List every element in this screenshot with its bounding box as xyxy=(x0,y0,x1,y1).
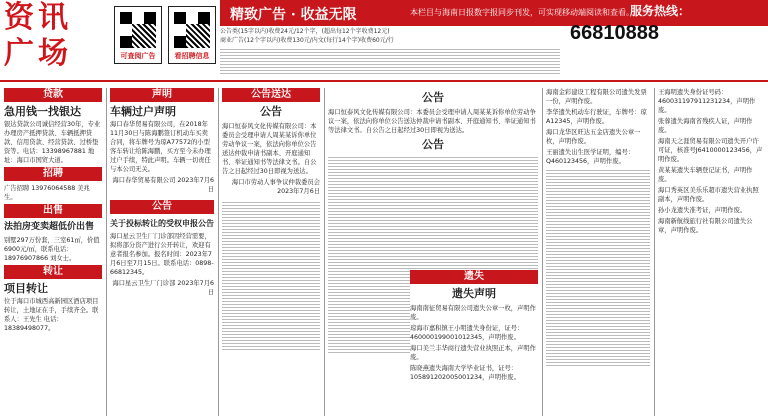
hotline-number: 66810888 xyxy=(570,22,659,44)
text-block xyxy=(546,168,650,368)
recruit-body: 广告招聘 13976064588 美兆生。 xyxy=(4,185,90,201)
loan-body: 银达贷款公司诚信经营30年，专业办理房产抵押贷款、车辆抵押贷款、信用贷款、经营贷款、过桥垫资等。电话：13398967881 地址：海口市国贸大道。 xyxy=(4,121,101,164)
column-divider xyxy=(542,88,543,416)
notice-a-body: 海口恒泰风文化传媒有限公司：本委员会受理申请人周某某诉你单位劳动争议一案，依法向你单位公告送达仲裁申请书副本、开庭通知书、举证通知书等法律文书。自公告之日起经过30日即视为送达。 xyxy=(328,109,536,134)
right-item: 张蓉遗失海南省残疾人证，声明作废。 xyxy=(658,118,753,134)
notice-a-headline: 公告 xyxy=(422,138,444,151)
price-line-1: 公告类(15字以内)收费24元/12个字，(超出每12个字收费12元) xyxy=(220,28,390,35)
column-divider xyxy=(654,88,655,416)
statement-headline: 车辆过户声明 xyxy=(110,105,176,118)
statement-body: 海口春华贸易有限公司，在2018年11月30日与陈海鹏签订机动车买卖合同，将车牌号为琼A77572的小型客车转让给陈海鹏，买方至今未办理过户手续，特此声明。车辆一切责任与本公司无关。 xyxy=(110,121,211,173)
header-note: 本栏目与海南日报数字报同步刊发，可实现移动端阅读和查看。 xyxy=(410,8,634,17)
column-notice-a xyxy=(222,88,320,416)
right-item: 海南新航线旅行社有限公司遗失公章，声明作废。 xyxy=(658,218,753,234)
text-block xyxy=(222,200,320,350)
section-title-sale: 出售 xyxy=(4,204,102,218)
notice-b-headline: 关于投标转让的受权申报公告 xyxy=(110,219,214,228)
transfer-body: 位于海口市城西高新园区酒店项目转让，土地证在手，手续齐全。联系人：王先生 电话：18389498077。 xyxy=(4,298,99,332)
brand-char-3: 广 xyxy=(4,36,34,71)
slogan: 精致广告 · 收益无限 xyxy=(230,7,357,23)
qr-code-icon xyxy=(174,12,210,48)
qr-code-jobs[interactable] xyxy=(168,6,216,64)
lost-item: 王丽遗失出生医学证明，编号：Q460123456，声明作废。 xyxy=(546,149,635,165)
loan-headline: 急用钱一找银达 xyxy=(4,105,81,118)
lost-item: 海南金彩建设工程有限公司遗失发票一份，声明作废。 xyxy=(546,89,647,105)
column-divider xyxy=(218,88,219,416)
section-title-recruit: 招聘 xyxy=(4,167,102,181)
price-table xyxy=(220,47,560,75)
qr-caption: 可查阅广告 xyxy=(120,52,156,60)
notice-a-headline: 公告 xyxy=(422,91,444,104)
price-bar xyxy=(220,27,768,75)
qr-caption: 看招聘信息 xyxy=(174,52,210,60)
notice-a-sign: 海口市劳动人事争议仲裁委员会 2023年7月6日 xyxy=(231,179,320,195)
column-classified xyxy=(4,88,102,416)
right-item: 孙小龙遗失准考证，声明作废。 xyxy=(658,207,747,214)
qr-code-ads[interactable] xyxy=(114,6,162,64)
right-item: 黄某某遗失车辆登记证书，声明作废。 xyxy=(658,167,753,183)
statement-sign: 海口春华贸易有限公司 2023年7月6日 xyxy=(112,177,214,193)
column-lost-list xyxy=(546,88,650,416)
notice-b-body: 海口星云卫生厂门诊部因经营需要，拟将部分资产进行公开转让，欢迎有意者报名参加。报名时间：2023年7月6日至7月15日。联系电话：0898-66812345。 xyxy=(110,233,214,276)
transfer-headline: 项目转让 xyxy=(4,282,48,295)
section-title-notice-b: 公告 xyxy=(110,200,214,214)
right-item: 海口秀英区美乐乐超市遗失营业执照副本，声明作废。 xyxy=(658,187,759,203)
hotline-label: 服务热线： xyxy=(630,4,691,18)
column-divider xyxy=(324,88,325,416)
qr-area xyxy=(112,2,218,74)
sale-body: 别墅297万份套，三室61㎡，价值6900元/㎡，联系电话：18976907866 刘女士。 xyxy=(4,237,100,262)
notice-b-sign: 海口星云卫生厂门诊部 2023年7月6日 xyxy=(112,280,214,296)
section-title-lost: 遗失 xyxy=(410,270,538,284)
lost-item: 琼海市嘉积镇王小明遗失身份证，证号：460000199001012345，声明作废。 xyxy=(410,325,524,341)
section-title-statement: 声明 xyxy=(110,88,214,102)
notice-a-headline: 公告 xyxy=(260,105,282,118)
lost-item: 陈晓燕遗失海南大学毕业证书，证号：105891202005001234，声明作废。 xyxy=(410,365,520,381)
lost-item: 李华遗失机动车行驶证，车牌号：琼A12345，声明作废。 xyxy=(546,109,647,125)
column-statement xyxy=(110,88,214,416)
price-line-2: 商业广告(12个字以内)收费130元/内文(每行14个字)收费60元/行 xyxy=(220,37,394,44)
section-title-loan: 贷款 xyxy=(4,88,102,102)
lost-item: 海口美兰丰华商行遗失营业执照正本，声明作废。 xyxy=(410,345,536,361)
qr-code-icon xyxy=(120,12,156,48)
brand-char-2: 讯 xyxy=(38,0,68,35)
brand-logo xyxy=(0,0,110,76)
lost-item: 海南南征贸易有限公司遗失公章一枚，声明作废。 xyxy=(410,305,536,321)
column-divider xyxy=(106,88,107,416)
column-right xyxy=(658,88,764,416)
column-lost xyxy=(410,270,538,416)
notice-a-body: 海口恒泰风文化传媒有限公司：本委员会受理申请人周某某诉你单位劳动争议一案，依法向你单位公告送达仲裁申请书副本、开庭通知书、举证通知书等法律文书。自公告之日起经过30日即视为送达。 xyxy=(222,123,317,175)
lost-item: 海口龙华区旺达五金店遗失公章一枚，声明作废。 xyxy=(546,129,641,145)
lost-headline: 遗失声明 xyxy=(452,287,496,300)
header-bar xyxy=(220,0,768,26)
right-item: 海南天之涯贸易有限公司遗失开户许可证，核准号J6410000123456，声明作废。 xyxy=(658,138,763,163)
brand-char-4: 场 xyxy=(38,36,68,71)
right-item: 王海明遗失身份证号码：460031197911231234，声明作废。 xyxy=(658,89,756,114)
brand-char-1: 资 xyxy=(4,0,34,35)
section-title-notice-a: 公告送达 xyxy=(222,88,320,102)
section-title-transfer: 转让 xyxy=(4,265,102,279)
sale-headline: 法拍房变卖超低价出售 xyxy=(4,222,95,232)
header-divider xyxy=(0,80,768,82)
